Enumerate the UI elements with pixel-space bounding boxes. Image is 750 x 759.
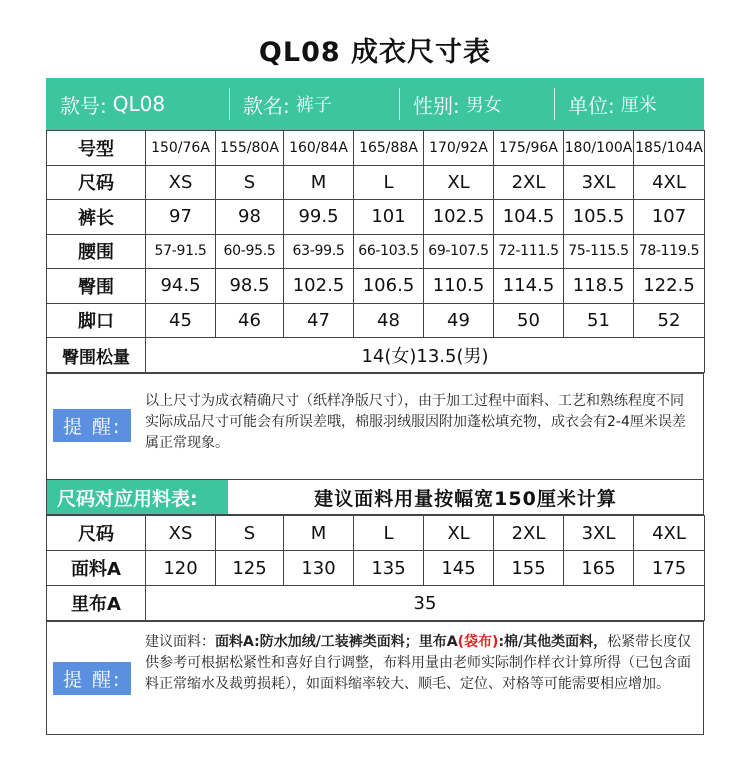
waist-row [47,234,705,269]
fabric-reminder-bold-1: 面料A:防水加绒/工装裤类面料；里布A [215,634,458,650]
size-cell: 63-99.5 [284,234,354,269]
size-cell: 45 [146,303,216,338]
row-label: 脚口 [47,303,146,338]
unit-label: 单位: [568,93,615,118]
style-name-label: 款名: [243,93,290,118]
fabric-a-cell: 130 [284,551,354,586]
size-cell: 175/96A [494,131,564,166]
fabric-bar-label: 尺码对应用料表: [47,480,228,514]
size-cell: 160/84A [284,131,354,166]
fabric-size-cell: L [354,516,424,551]
fabric-size-cell: 3XL [564,516,634,551]
fabric-reminder-prefix: 建议面料： [145,634,215,650]
size-cell: 75-115.5 [564,234,634,269]
size-cell: 51 [564,303,634,338]
gender-value: 男女 [465,95,502,116]
size-cell: 118.5 [564,269,634,304]
row-label: 裤长 [47,200,146,235]
fabric-size-cell: S [216,516,284,551]
size-cell: 78-119.5 [634,234,705,269]
fabric-reminder-pocket: (袋布) [457,634,499,650]
size-cell: 3XL [564,165,634,200]
hem-row [47,303,705,338]
row-label: 号型 [47,131,146,166]
size-cell: L [354,165,424,200]
gender-cell [399,78,554,130]
size-cell: XL [424,165,494,200]
size-cell: 48 [354,303,424,338]
reminder-badge: 提 醒: [53,662,131,695]
size-cell: 185/104A [634,131,705,166]
size-table [46,130,705,373]
fabric-bar [46,480,704,515]
length-row [47,200,705,235]
size-cell: 110.5 [424,269,494,304]
row-label: 腰围 [47,234,146,269]
fabric-a-cell: 145 [424,551,494,586]
style-number-label: 款号: [60,93,107,118]
size-cell: 50 [494,303,564,338]
size-cell: 66-103.5 [354,234,424,269]
fabric-a-cell: 125 [216,551,284,586]
page-title: QL08 成衣尺寸表 [258,37,492,68]
size-cell: 165/88A [354,131,424,166]
size-cell: 170/92A [424,131,494,166]
style-name-cell [229,78,399,130]
fabric-reminder-bold-2: :棉/其他类面料， [498,634,608,650]
unit-cell [554,78,704,130]
size-cell: 107 [634,200,705,235]
size-cell: 155/80A [216,131,284,166]
fabric-size-cell: XS [146,516,216,551]
fabric-a-cell: 120 [146,551,216,586]
size-cell: 57-91.5 [146,234,216,269]
fabric-bar-note: 建议面料用量按幅宽150厘米计算 [314,487,617,510]
ease-value: 14(女)13.5(男) [146,338,705,373]
fabric-size-label: 尺码 [47,516,146,551]
size-cell: 105.5 [564,200,634,235]
row-label: 尺码 [47,165,146,200]
size-cell: M [284,165,354,200]
fabric-a-cell: 135 [354,551,424,586]
fabric-size-cell: 4XL [634,516,705,551]
size-cell: S [216,165,284,200]
size-cell: 69-107.5 [424,234,494,269]
fabric-a-row [47,551,705,586]
size-cell: 52 [634,303,705,338]
style-number-value: QL08 [112,92,166,116]
fabric-table [46,515,705,621]
size-cell: 101 [354,200,424,235]
spec-header-bar [46,78,704,130]
size-cell: 102.5 [424,200,494,235]
fabric-size-cell: 2XL [494,516,564,551]
fabric-size-cell: M [284,516,354,551]
fabric-a-cell: 155 [494,551,564,586]
fabric-size-row [47,516,705,551]
size-cell: 99.5 [284,200,354,235]
unit-value: 厘米 [620,95,657,116]
reminder-text: 以上尺寸为成衣精确尺寸（纸样净版尺寸），由于加工过程中面料、工艺和熟练程度不同实际成品尺寸可能会有所误差哦，棉服羽绒服因附加蓬松填充物，成衣会有2-4厘米误差属正常现象。 [145,393,686,451]
size-cell: 150/76A [146,131,216,166]
size-label-row [47,165,705,200]
size-cell: 180/100A [564,131,634,166]
size-cell: 102.5 [284,269,354,304]
size-cell: 114.5 [494,269,564,304]
size-cell: 60-95.5 [216,234,284,269]
lining-a-label: 里布A [47,586,146,621]
fabric-reminder-rest: 松紧带长度仅供参考可根据松紧性和喜好自行调整，布料用量由老师实际制作样衣计算所得（已包含面料正常缩水及裁剪损耗），如面料缩率较大、顺毛、定位、对格等可能需要相应增加。 [145,634,692,692]
size-cell: 4XL [634,165,705,200]
ease-label: 臀围松量 [47,338,146,373]
hip-row [47,269,705,304]
note-box-fabric [46,621,704,735]
fabric-reminder-text [145,632,695,695]
size-cell: 98 [216,200,284,235]
style-name-value: 裤子 [295,95,332,116]
fabric-a-cell: 175 [634,551,705,586]
style-number-cell [46,78,229,130]
note-box-sizes [46,373,704,480]
size-cell: 49 [424,303,494,338]
lining-a-value: 35 [146,586,705,621]
fabric-a-cell: 165 [564,551,634,586]
row-label: 臀围 [47,269,146,304]
gender-label: 性别: [413,93,460,118]
size-cell: 106.5 [354,269,424,304]
size-cell: XS [146,165,216,200]
fabric-size-cell: XL [424,516,494,551]
size-cell: 104.5 [494,200,564,235]
ease-row [47,338,705,373]
reminder-badge: 提 醒: [53,409,131,442]
lining-a-row [47,586,705,621]
size-cell: 122.5 [634,269,705,304]
size-cell: 46 [216,303,284,338]
size-cell: 47 [284,303,354,338]
size-code-row [47,131,705,166]
fabric-a-label: 面料A [47,551,146,586]
size-cell: 98.5 [216,269,284,304]
size-cell: 97 [146,200,216,235]
size-cell: 2XL [494,165,564,200]
size-cell: 94.5 [146,269,216,304]
size-cell: 72-111.5 [494,234,564,269]
